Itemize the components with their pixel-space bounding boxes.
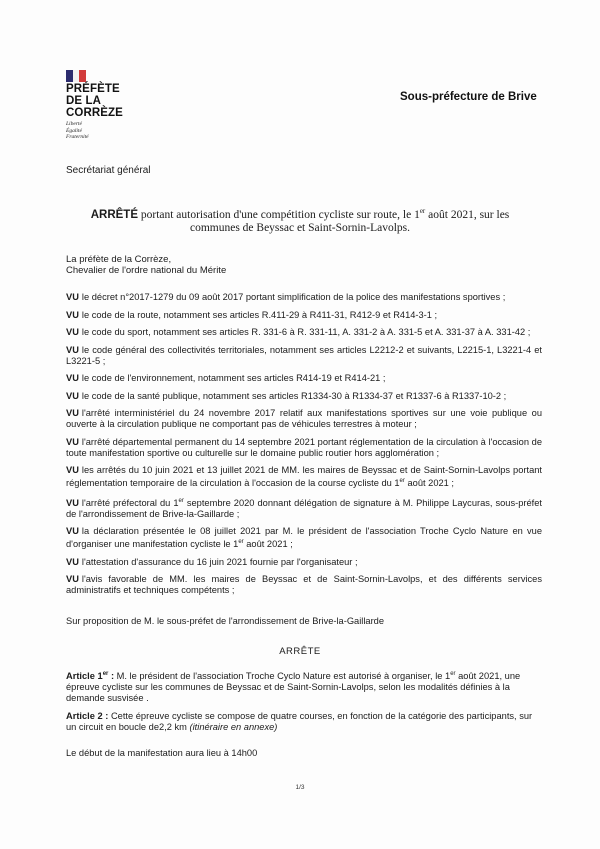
vu-item <box>66 345 542 367</box>
logo-name-line1: PRÉFÈTE <box>66 83 120 95</box>
intro-line1: La préfète de la Corrèze, <box>66 254 172 265</box>
vu-label: VU <box>66 497 79 508</box>
article-1-sup: er <box>450 671 456 677</box>
vu-text-after: août 2021 ; <box>246 539 293 550</box>
vu-text: le décret n°2017-1279 du 09 août 2017 portant simplification de la police des manifestations sportives ; <box>81 292 506 302</box>
vu-sup: er <box>399 478 405 484</box>
article-2-itinerary-note: (itinéraire en annexe) <box>189 722 278 733</box>
vu-text-after: septembre 2020 donnant délégation de signature à M. Philippe Laycuras, sous-préfet de l'arrondissement de Brive-la-Gaillarde ; <box>66 497 542 519</box>
article-1-label-sup: er <box>102 671 109 677</box>
vu-text: le code de la santé publique, notamment ses articles R1334-30 à R1334-37 et R1337-6 à R1337-10-2 ; <box>81 390 507 401</box>
vu-item <box>66 373 542 384</box>
article-1-label-text: Article 1 <box>66 671 103 682</box>
vu-text: l'arrêté interministériel du 24 novembre 2017 relatif aux manifestations sportives sur une voie publique ou ouverte à la circulation publique ne comportant pas de véhicules terrestres à moteur ; <box>66 408 542 429</box>
subprefecture-title: Sous-préfecture de Brive <box>400 91 537 103</box>
decree-title-sup: er <box>419 207 426 215</box>
vu-label: VU <box>66 526 79 537</box>
decree-title-keyword: ARRÊTÉ <box>90 208 138 221</box>
article-2-label: Article 2 : <box>66 711 109 722</box>
vu-label: VU <box>66 390 79 401</box>
vu-text: la déclaration présentée le 08 juillet 2021 par M. le président de l'association Troche Cyclo Nature en vue d'organiser une manifestation cycliste le 1 <box>66 526 542 550</box>
vu-text: les arrêtés du 10 juin 2021 et 13 juillet 2021 de MM. les maires de Beyssac et de Saint-Sornin-Lavolps portant réglementation temporaire de la circulation à l'occasion de la course cycliste du 1 <box>66 465 542 489</box>
vu-sup: er <box>178 497 184 504</box>
intro-block <box>66 254 226 276</box>
vu-sup: er <box>238 539 244 546</box>
article-1-label <box>66 671 114 681</box>
vu-text: l'avis favorable de MM. les maires de Beyssac et de Saint-Sornin-Lavolps, et des différents services administratifs et techniques compétents ; <box>66 574 542 596</box>
vu-text: le code de la route, notamment ses articles R.411-29 à R411-31, R412-9 et R414-3-1 ; <box>81 309 438 320</box>
page-number: 1/3 <box>295 784 305 791</box>
marianne-flag-icon <box>66 70 86 82</box>
vu-label: VU <box>66 556 79 567</box>
vu-label: VU <box>66 436 79 447</box>
vu-item <box>66 437 542 459</box>
vu-text: l'arrêté préfectoral du 1 <box>81 497 179 508</box>
arrete-heading: ARRÊTE <box>279 646 321 657</box>
vu-label: VU <box>66 292 79 302</box>
vu-text: le code général des collectivités territoriales, notamment ses articles L2212-2 et suivants, L2215-1, L3221-4 et L3221-5 ; <box>66 344 542 366</box>
vu-item <box>66 574 542 596</box>
proposal-line: Sur proposition de M. le sous-préfet de l'arrondissement de Brive-la-Gaillarde <box>66 616 385 626</box>
vu-text-after: août 2021 ; <box>407 478 455 489</box>
motto-egalite: Égalité <box>66 127 82 134</box>
vu-list <box>66 292 542 603</box>
vu-item <box>66 391 542 402</box>
vu-item <box>66 526 542 550</box>
vu-text: l'attestation d'assurance du 16 juin 2021 fournie par l'organisateur ; <box>81 556 358 567</box>
article-1-text-after: août 2021, une épreuve cycliste sur les communes de Beyssac et de Saint-Sornin-Lavolps, selon les modalités définies à la demande susvisée . <box>66 671 521 704</box>
articles-block <box>66 669 542 740</box>
vu-text: le code de l'environnement, notamment ses articles R414-19 et R414-21 ; <box>81 373 386 383</box>
department-label: Secrétariat général <box>66 165 151 176</box>
vu-item <box>66 327 542 338</box>
vu-item <box>66 310 542 321</box>
vu-item <box>66 557 542 568</box>
article-1-text: M. le président de l'association Troche Cyclo Nature est autorisé à organiser, le 1 <box>114 671 451 682</box>
decree-title <box>70 205 530 235</box>
intro-line2: Chevalier de l'ordre national du Mérite <box>66 265 227 276</box>
vu-label: VU <box>66 327 79 337</box>
decree-title-text-b: août 2021, sur les communes de Beyssac et Saint-Sornin-Lavolps. <box>189 208 510 234</box>
vu-label: VU <box>66 574 79 585</box>
vu-label: VU <box>66 344 79 355</box>
vu-item <box>66 496 542 520</box>
vu-item <box>66 408 542 430</box>
vu-label: VU <box>66 408 79 418</box>
vu-label: VU <box>66 309 79 320</box>
vu-label: VU <box>66 465 79 475</box>
article-1 <box>66 669 542 704</box>
vu-item <box>66 465 542 489</box>
logo-name-line2: DE LA CORRÈZE <box>66 95 123 119</box>
logo-motto <box>66 121 156 141</box>
vu-item <box>66 292 542 303</box>
vu-label: VU <box>66 373 79 383</box>
motto-liberte: Liberté <box>66 121 82 127</box>
prefecture-logo <box>66 70 156 141</box>
vu-text: le code du sport, notamment ses articles R. 331-6 à R. 331-11, A. 331-2 à A. 331-5 et A. 331-37 à A. 331-42 ; <box>81 327 531 337</box>
decree-title-text-a: portant autorisation d'une compétition cycliste sur route, le 1 <box>140 208 420 221</box>
motto-fraternite: Fraternité <box>66 134 89 140</box>
article-2-text: Cette épreuve cycliste se compose de quatre courses, en fonction de la catégorie des participants, sur un circuit en boucle de2,2 km <box>66 711 533 733</box>
article-2 <box>66 711 542 733</box>
start-time-line: Le début de la manifestation aura lieu à 14h00 <box>66 748 258 758</box>
article-1-label-colon: : <box>108 671 115 682</box>
vu-text: l'arrêté départemental permanent du 14 septembre 2021 portant réglementation de la circulation à l'occasion de toute manifestation sportive ou culturelle sur le domaine public routier hors agglomération ; <box>66 436 542 458</box>
